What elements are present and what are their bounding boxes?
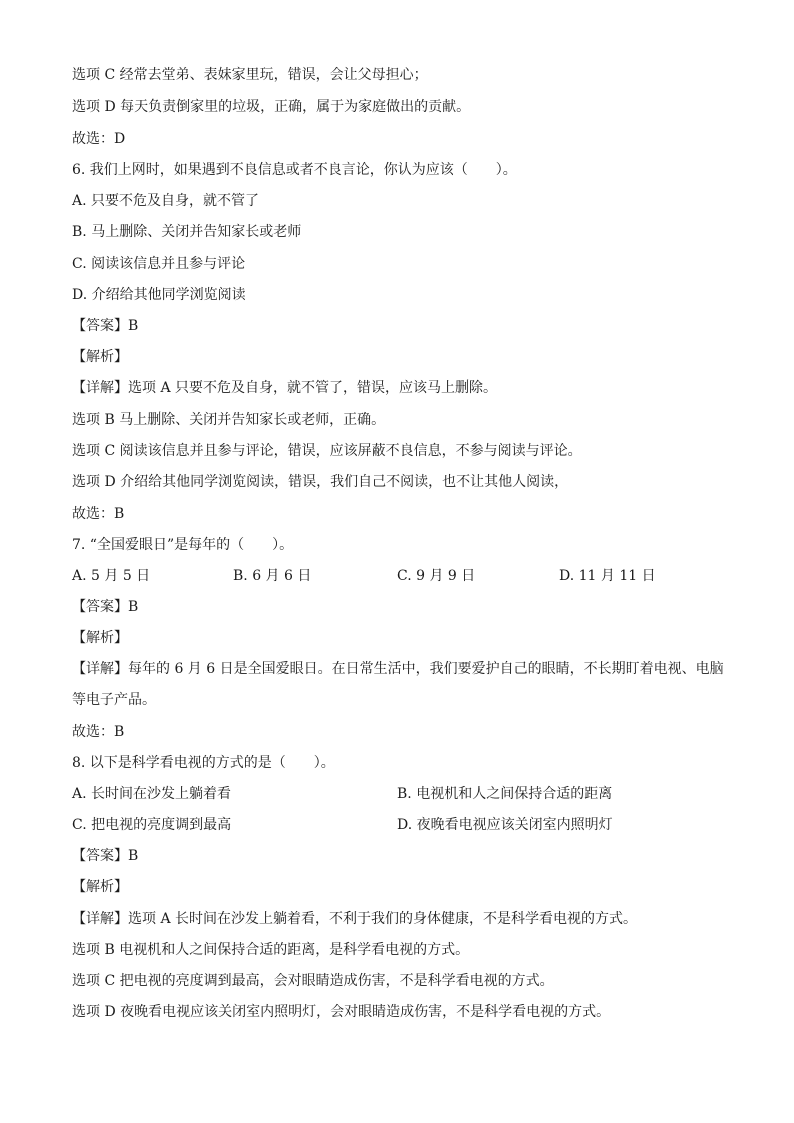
- analysis-line-option-c: 选项 C 经常去堂弟、表妹家里玩，错误，会让父母担心；: [72, 67, 428, 83]
- question-7-option-a: A. 5 月 5 日: [72, 568, 151, 584]
- question-8-answer: 【答案】B: [72, 848, 139, 864]
- question-7-option-c: C. 9 月 9 日: [397, 568, 476, 584]
- question-6-option-b: B. 马上删除、关闭并告知家长或老师: [72, 224, 302, 240]
- question-7-detail-line-1: 【详解】每年的 6 月 6 日是全国爱眼日。在日常生活中，我们要爱护自己的眼睛，不长期盯着电视、电脑: [72, 661, 724, 677]
- question-7-detail-line-2: 等电子产品。: [72, 692, 156, 708]
- question-8-detail-a: 【详解】选项 A 长时间在沙发上躺着看，不利于我们的身体健康，不是科学看电视的方式。: [72, 911, 638, 927]
- question-6-detail-c: 选项 C 阅读该信息并且参与评论，错误，应该屏蔽不良信息，不参与阅读与评论。: [72, 443, 582, 459]
- question-8-option-d: D. 夜晚看电视应该关闭室内照明灯: [397, 817, 613, 833]
- question-7-options: [72, 567, 722, 585]
- final-choice-q5: 故选：D: [72, 131, 126, 147]
- question-6-final-choice: 故选：B: [72, 506, 125, 522]
- question-8-analysis-heading: 【解析】: [72, 879, 128, 895]
- question-6-detail-d: 选项 D 介绍给其他同学浏览阅读，错误，我们自己不阅读，也不让其他人阅读，: [72, 474, 569, 490]
- question-6-detail-b: 选项 B 马上删除、关闭并告知家长或老师，正确。: [72, 412, 386, 428]
- question-8-options-row-1: [72, 785, 722, 803]
- analysis-line-option-d: 选项 D 每天负责倒家里的垃圾，正确，属于为家庭做出的贡献。: [72, 99, 471, 115]
- question-6-stem: 6. 我们上网时，如果遇到不良信息或者不良言论，你认为应该（ ）。: [72, 162, 517, 178]
- question-8-detail-b: 选项 B 电视机和人之间保持合适的距离，是科学看电视的方式。: [72, 942, 470, 958]
- question-6-analysis-heading: 【解析】: [72, 349, 128, 365]
- question-8-detail-c: 选项 C 把电视的亮度调到最高，会对眼睛造成伤害，不是科学看电视的方式。: [72, 973, 554, 989]
- question-7-final-choice: 故选：B: [72, 724, 125, 740]
- question-8-option-a: A. 长时间在沙发上躺着看: [72, 786, 232, 802]
- question-6-option-d: D. 介绍给其他同学浏览阅读: [72, 287, 246, 303]
- question-8-option-c: C. 把电视的亮度调到最高: [72, 817, 232, 833]
- question-7-answer: 【答案】B: [72, 599, 139, 615]
- question-8-option-b: B. 电视机和人之间保持合适的距离: [397, 786, 613, 802]
- question-7-option-b: B. 6 月 6 日: [233, 568, 312, 584]
- question-6-option-a: A. 只要不危及自身，就不管了: [72, 193, 260, 209]
- question-6-option-c: C. 阅读该信息并且参与评论: [72, 256, 246, 272]
- question-7-analysis-heading: 【解析】: [72, 630, 128, 646]
- question-8-detail-d: 选项 D 夜晚看电视应该关闭室内照明灯，会对眼睛造成伤害，不是科学看电视的方式。: [72, 1004, 611, 1020]
- question-6-answer: 【答案】B: [72, 318, 139, 334]
- question-7-stem: 7. “全国爱眼日”是每年的（ ）。: [72, 537, 294, 553]
- question-6-detail-a: 【详解】选项 A 只要不危及自身，就不管了，错误，应该马上删除。: [72, 380, 498, 396]
- question-8-options-row-2: [72, 816, 722, 834]
- question-8-stem: 8. 以下是科学看电视的方式的是（ ）。: [72, 755, 335, 771]
- question-7-option-d: D. 11 月 11 日: [559, 568, 656, 584]
